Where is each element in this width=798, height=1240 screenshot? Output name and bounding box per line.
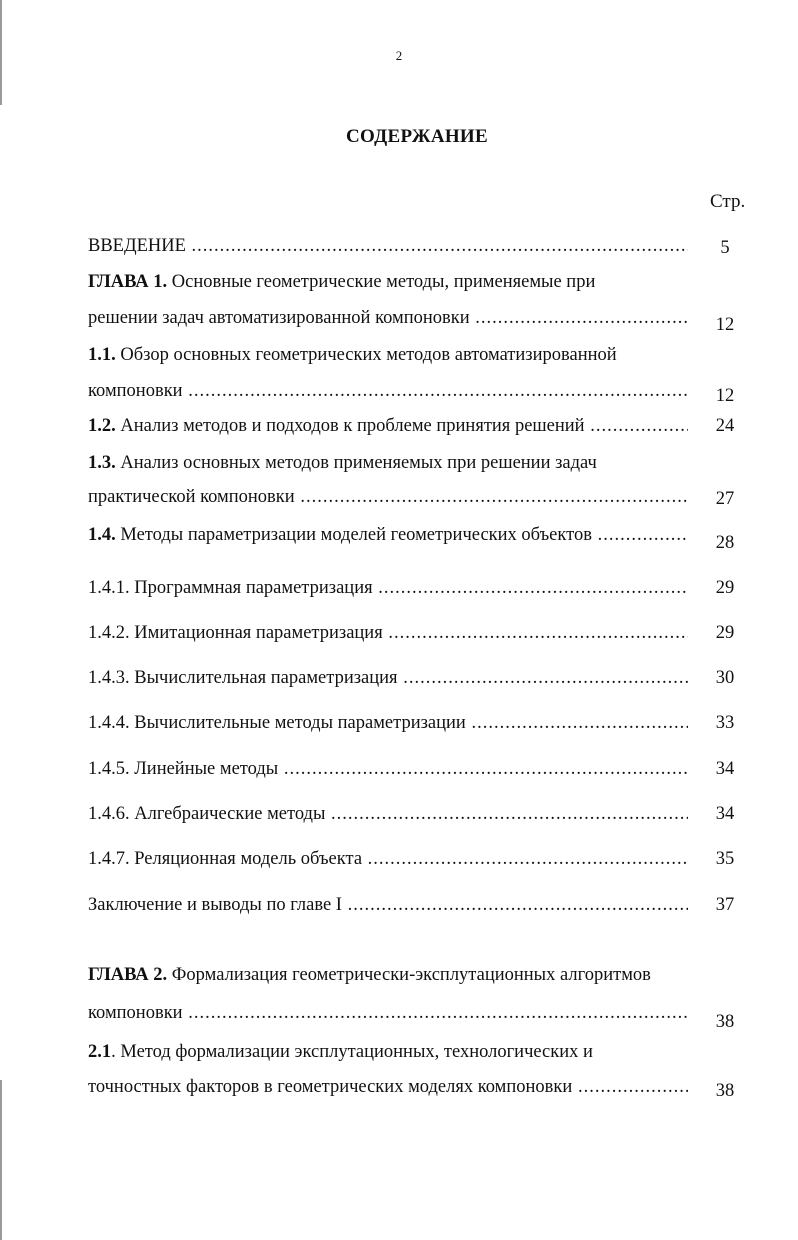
toc-page-1-4-2: 29 xyxy=(715,623,735,643)
toc-entry-chapter-1-cont: решении задач автоматизированной компоновки ..... xyxy=(88,306,688,330)
page-number: 2 xyxy=(395,48,403,63)
toc-entry-1-3-cont: практической компоновки ..... xyxy=(88,485,688,509)
toc-page-1-4-7: 35 xyxy=(715,849,735,869)
toc-page-1-4-6: 34 xyxy=(715,804,735,824)
toc-entry-1-1: 1.1. Обзор основных геометрических методов автоматизированной xyxy=(88,345,617,365)
toc-page-1-3: 27 xyxy=(715,489,735,509)
toc-entry-1-3: 1.3. Анализ основных методов применяемых при решении задач xyxy=(88,453,597,473)
toc-page-2-1: 38 xyxy=(715,1081,735,1101)
toc-page-1-4-1: 29 xyxy=(715,578,735,598)
toc-page-1-4-5: 34 xyxy=(715,759,735,779)
toc-entry-2-1-cont: точностных факторов в геометрических моделях компоновки ..... xyxy=(88,1075,688,1099)
margin-mark-bottom xyxy=(0,1080,2,1240)
toc-entry-1-4-5: 1.4.5. Линейные методы ..... xyxy=(88,757,688,781)
toc-page-1-4-4: 33 xyxy=(715,713,735,733)
toc-entry-1-4-6: 1.4.6. Алгебраические методы ..... xyxy=(88,802,688,826)
toc-page-1-4-3: 30 xyxy=(715,668,735,688)
toc-page-1-1: 12 xyxy=(715,386,735,406)
toc-page-chapter-2: 38 xyxy=(715,1012,735,1032)
toc-entry-conclusion-1: Заключение и выводы по главе I ..... xyxy=(88,893,688,917)
toc-entry-chapter-2-cont: компоновки ..... xyxy=(88,1001,688,1025)
toc-entry-1-4-1: 1.4.1. Программная параметризация ..... xyxy=(88,576,688,600)
toc-page-introduction: 5 xyxy=(720,238,730,258)
toc-entry-1-4-4: 1.4.4. Вычислительные методы параметризации ..... xyxy=(88,711,688,735)
toc-entry-1-4-7: 1.4.7. Реляционная модель объекта ..... xyxy=(88,847,688,871)
toc-entry-1-4-2: 1.4.2. Имитационная параметризация ..... xyxy=(88,621,688,645)
toc-page-chapter-1: 12 xyxy=(715,315,735,335)
toc-page-1-2: 24 xyxy=(715,416,735,436)
toc-entry-1-4-3: 1.4.3. Вычислительная параметризация ..... xyxy=(88,666,688,690)
page-title: СОДЕРЖАНИЕ xyxy=(346,126,488,147)
toc-entry-1-1-cont: компоновки ..... xyxy=(88,379,688,403)
toc-page-conclusion-1: 37 xyxy=(715,895,735,915)
toc-entry-1-4: 1.4. Методы параметризации моделей геометрических объектов ..... xyxy=(88,523,688,547)
toc-entry-chapter-2: ГЛАВА 2. Формализация геометрически-эксплутационных алгоритмов xyxy=(88,965,651,985)
toc-entry-chapter-1: ГЛАВА 1. Основные геометрические методы, применяемые при xyxy=(88,272,596,292)
toc-entry-1-2: 1.2. Анализ методов и подходов к проблеме принятия решений ..... xyxy=(88,414,688,438)
toc-page-1-4: 28 xyxy=(715,533,735,553)
page-column-label: Стр. xyxy=(710,191,746,212)
toc-entry-2-1: 2.1. Метод формализации эксплутационных, технологических и xyxy=(88,1042,593,1062)
toc-entry-introduction: ВВЕДЕНИЕ ..... xyxy=(88,234,688,258)
